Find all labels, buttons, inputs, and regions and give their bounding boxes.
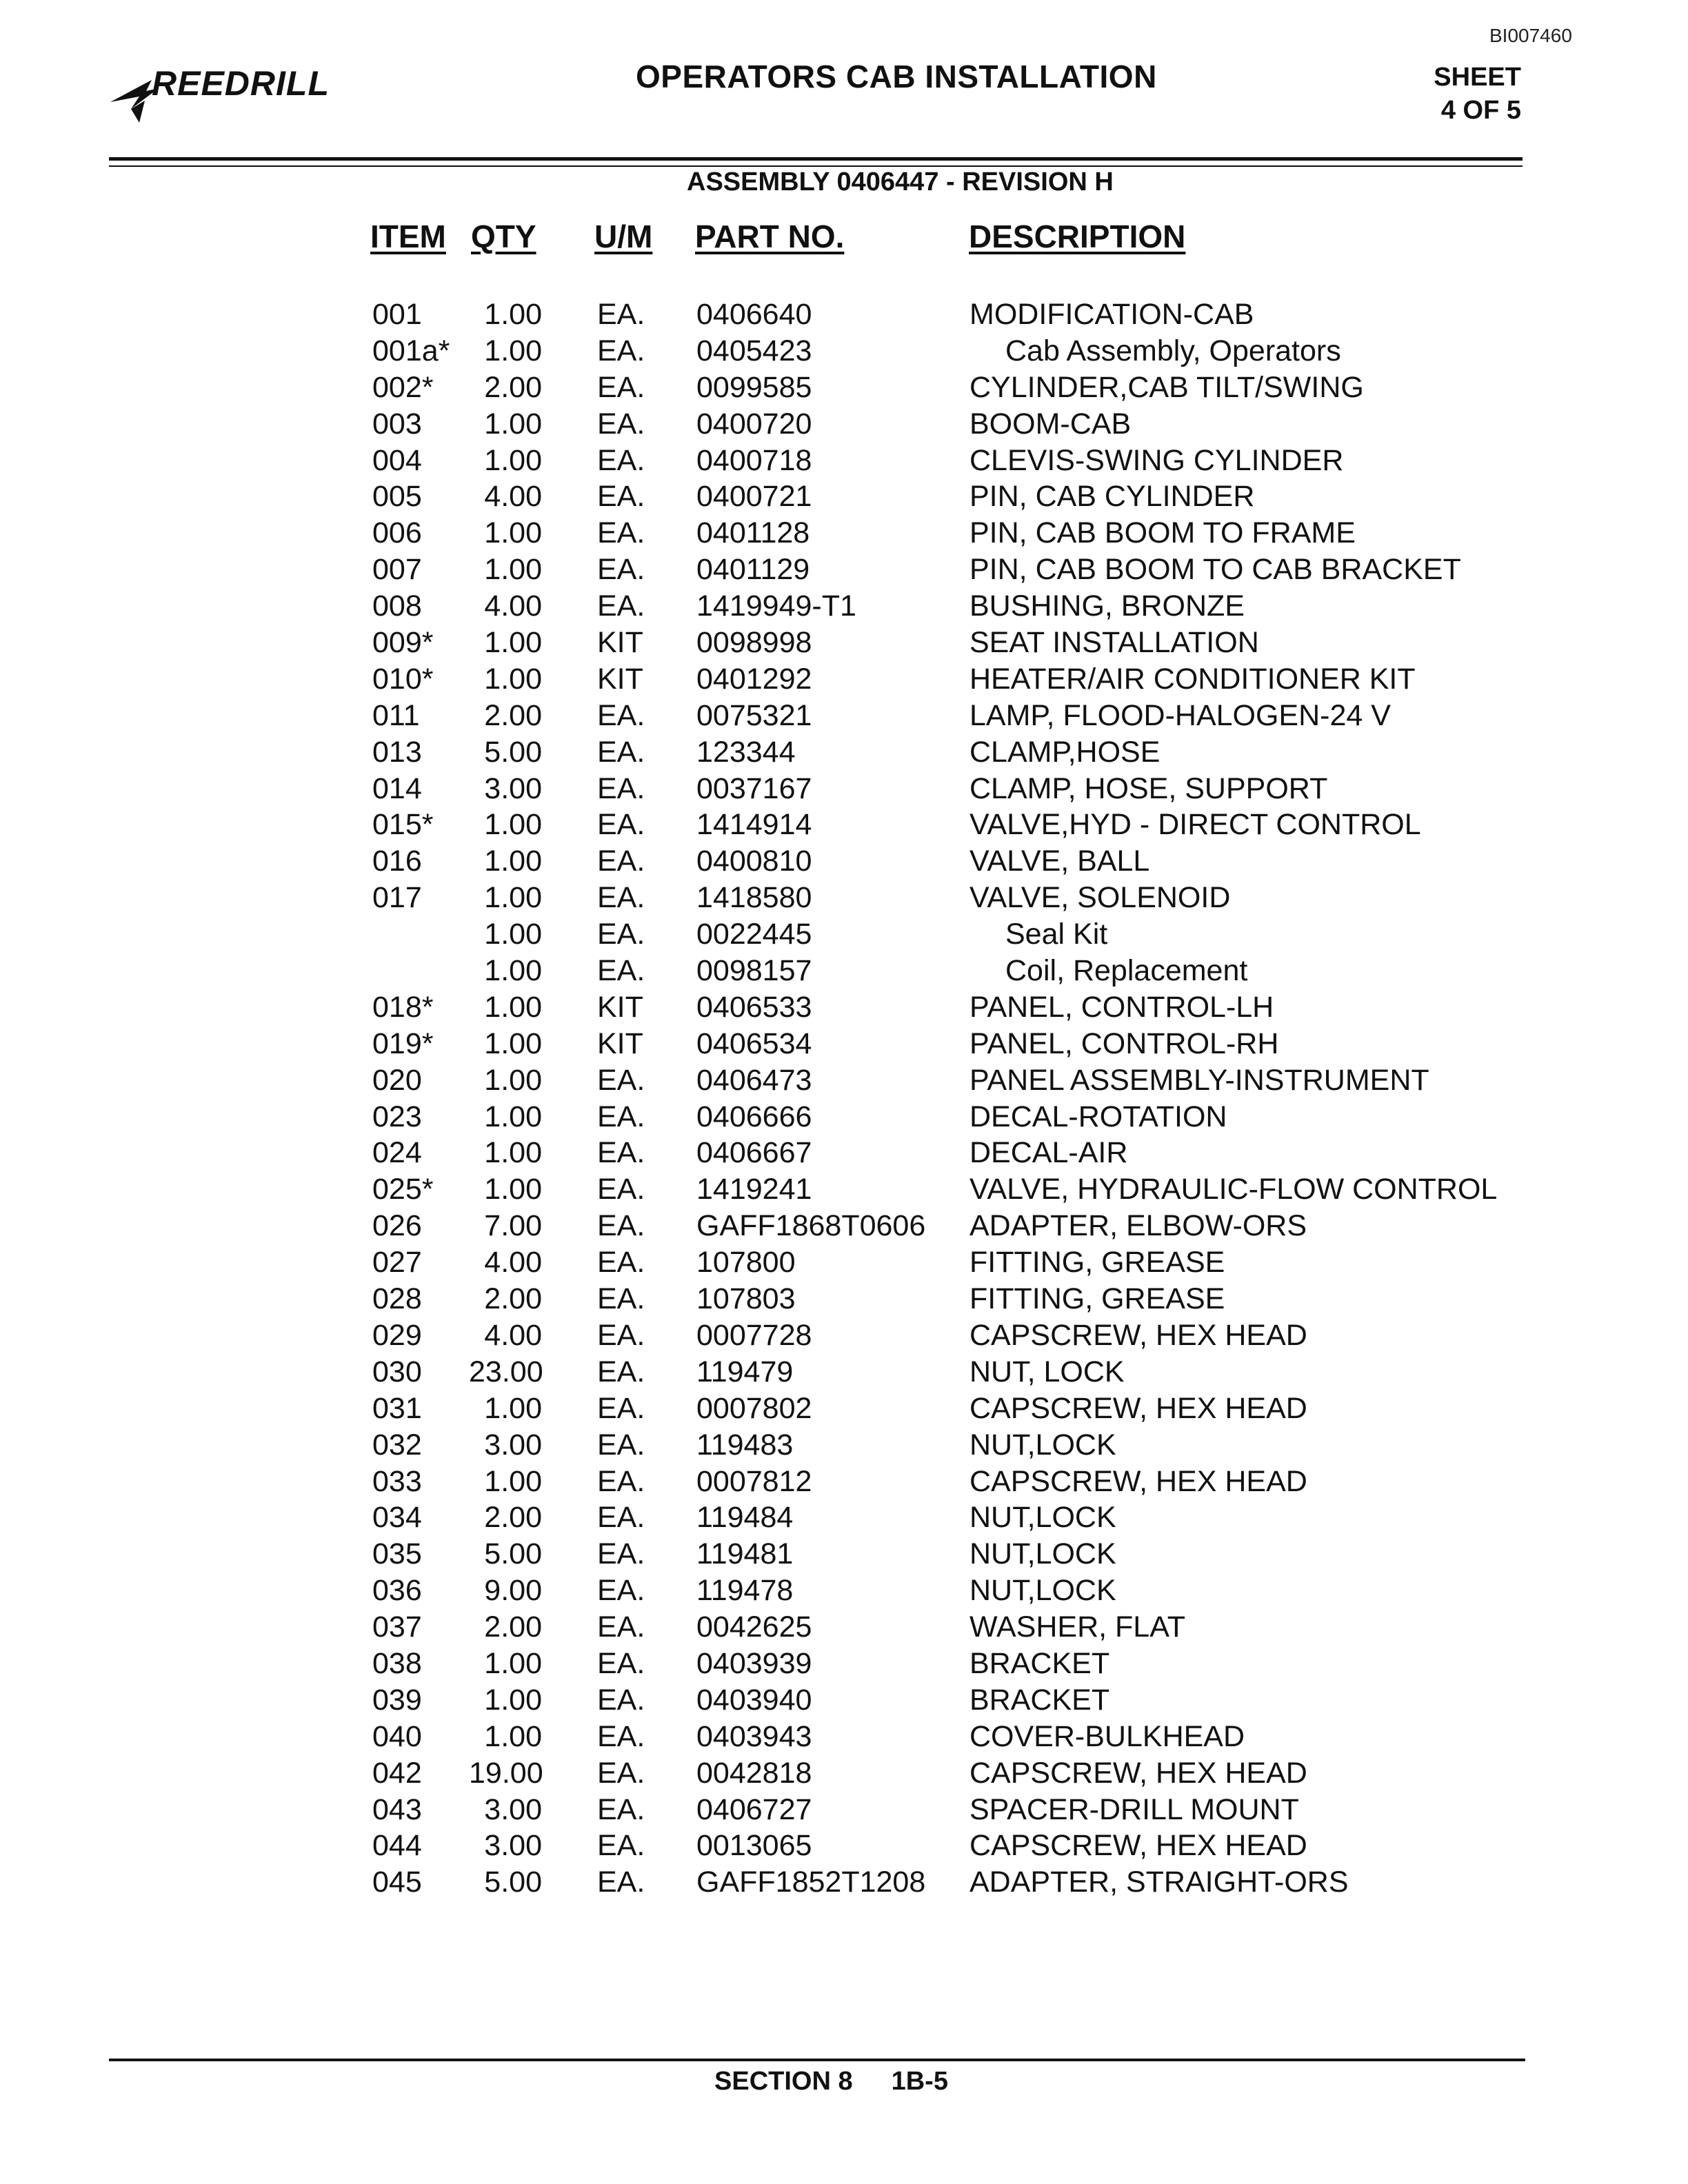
part-number: 0099585 — [696, 370, 812, 404]
table-row — [0, 1135, 1688, 1171]
unit-of-measure: EA. — [597, 516, 645, 550]
description: LAMP, FLOOD-HALOGEN-24 V — [969, 698, 1391, 732]
item-number: 029 — [372, 1318, 422, 1352]
table-row — [0, 1646, 1688, 1682]
quantity: 4.00 — [484, 589, 542, 623]
quantity: 1.00 — [484, 918, 542, 951]
description: PANEL, CONTROL-LH — [969, 990, 1274, 1024]
item-number: 003 — [372, 407, 422, 441]
quantity: 1.00 — [484, 1136, 542, 1170]
unit-of-measure: EA. — [597, 553, 645, 587]
description: CAPSCREW, HEX HEAD — [969, 1318, 1307, 1352]
description: CAPSCREW, HEX HEAD — [969, 1391, 1307, 1425]
item-number: 027 — [372, 1246, 422, 1280]
quantity: 2.00 — [484, 1501, 542, 1535]
item-number: 007 — [372, 553, 422, 587]
unit-of-measure: EA. — [597, 1136, 645, 1170]
unit-of-measure: EA. — [597, 370, 645, 404]
table-row — [0, 1427, 1688, 1464]
part-number: 0042625 — [696, 1610, 812, 1644]
part-number: GAFF1868T0606 — [696, 1209, 926, 1243]
quantity: 3.00 — [484, 1792, 542, 1826]
item-number: 006 — [372, 516, 422, 550]
quantity: 3.00 — [484, 771, 542, 805]
part-number: 0401292 — [696, 662, 812, 696]
quantity: 5.00 — [484, 1537, 542, 1571]
sheet-indicator — [1425, 61, 1521, 127]
unit-of-measure: EA. — [597, 881, 645, 915]
quantity: 1.00 — [484, 626, 542, 660]
quantity: 1.00 — [484, 443, 542, 477]
parts-table — [0, 296, 1688, 1901]
unit-of-measure: EA. — [597, 298, 645, 331]
part-number: 1418580 — [696, 881, 812, 915]
item-number: 004 — [372, 443, 422, 477]
table-row — [0, 1281, 1688, 1317]
part-number: 0406666 — [696, 1100, 812, 1133]
quantity: 1.00 — [484, 1719, 542, 1753]
table-row — [0, 1792, 1688, 1828]
unit-of-measure: EA. — [597, 1063, 645, 1097]
part-number: 119479 — [696, 1355, 794, 1388]
unit-of-measure: EA. — [597, 954, 645, 988]
header-rule — [109, 157, 1523, 161]
quantity: 3.00 — [484, 1428, 542, 1462]
quantity: 1.00 — [484, 954, 542, 988]
page-footer — [714, 2067, 948, 2096]
description: NUT,LOCK — [969, 1574, 1116, 1608]
unit-of-measure: EA. — [597, 1355, 645, 1388]
quantity: 5.00 — [484, 735, 542, 769]
table-row — [0, 1719, 1688, 1755]
description: ADAPTER, STRAIGHT-ORS — [969, 1866, 1349, 1899]
description: CAPSCREW, HEX HEAD — [969, 1756, 1307, 1790]
unit-of-measure: EA. — [597, 1209, 645, 1243]
item-number: 002* — [372, 370, 434, 404]
part-number: 0403940 — [696, 1683, 812, 1717]
column-header-qty: QTY — [471, 219, 536, 254]
description: BRACKET — [969, 1683, 1110, 1717]
description: Cab Assembly, Operators — [1005, 334, 1341, 367]
unit-of-measure: EA. — [597, 1719, 645, 1753]
sheet-value: 4 OF 5 — [1440, 96, 1521, 125]
unit-of-measure: EA. — [597, 1683, 645, 1717]
quantity: 1.00 — [484, 1100, 542, 1133]
table-row — [0, 443, 1688, 479]
description: VALVE, SOLENOID — [969, 881, 1231, 915]
table-row — [0, 552, 1688, 588]
item-number: 020 — [372, 1063, 422, 1097]
item-number: 026 — [372, 1209, 422, 1243]
unit-of-measure: EA. — [597, 334, 645, 367]
table-row — [0, 843, 1688, 880]
description: SEAT INSTALLATION — [969, 626, 1259, 660]
item-number: 018* — [372, 990, 434, 1024]
part-number: 0403939 — [696, 1646, 812, 1680]
unit-of-measure: EA. — [597, 1391, 645, 1425]
description: HEATER/AIR CONDITIONER KIT — [969, 662, 1416, 696]
unit-of-measure: EA. — [597, 1646, 645, 1680]
table-row — [0, 1755, 1688, 1792]
table-row — [0, 515, 1688, 552]
part-number: 0401128 — [696, 516, 810, 550]
quantity: 4.00 — [484, 480, 542, 514]
part-number: 0400721 — [696, 480, 812, 514]
unit-of-measure: EA. — [597, 1173, 645, 1206]
table-row — [0, 1536, 1688, 1573]
sheet-label: SHEET — [1434, 63, 1521, 92]
description: DECAL-AIR — [969, 1136, 1128, 1170]
quantity: 1.00 — [484, 1391, 542, 1425]
footer-rule — [109, 2059, 1525, 2061]
item-number: 019* — [372, 1027, 434, 1060]
unit-of-measure: EA. — [597, 443, 645, 477]
table-row — [0, 478, 1688, 515]
part-number: 0406727 — [696, 1792, 812, 1826]
description: PIN, CAB CYLINDER — [969, 480, 1255, 514]
quantity: 1.00 — [484, 1683, 542, 1717]
unit-of-measure: EA. — [597, 808, 645, 842]
column-header-um: U/M — [594, 219, 653, 254]
quantity: 1.00 — [484, 516, 542, 550]
part-number: 0400810 — [696, 845, 812, 878]
part-number: 0098157 — [696, 954, 812, 988]
unit-of-measure: EA. — [597, 771, 645, 805]
table-row — [0, 1573, 1688, 1609]
description: VALVE,HYD - DIRECT CONTROL — [969, 808, 1421, 842]
item-number: 001 — [372, 298, 422, 331]
item-number: 042 — [372, 1756, 422, 1790]
table-row — [0, 807, 1688, 843]
part-number: 0007802 — [696, 1391, 812, 1425]
footer-page-number: 1B-5 — [891, 2067, 948, 2096]
part-number: 119481 — [696, 1537, 794, 1571]
item-number: 023 — [372, 1100, 422, 1133]
footer-section: SECTION 8 — [714, 2067, 853, 2096]
unit-of-measure: EA. — [597, 589, 645, 623]
unit-of-measure: EA. — [597, 1318, 645, 1352]
unit-of-measure: EA. — [597, 698, 645, 732]
unit-of-measure: KIT — [597, 1027, 643, 1060]
description: DECAL-ROTATION — [969, 1100, 1227, 1133]
part-number: 107803 — [696, 1282, 796, 1316]
part-number: 0406534 — [696, 1027, 812, 1060]
item-number: 025* — [372, 1173, 434, 1206]
part-number: 119478 — [696, 1574, 794, 1608]
table-row — [0, 1354, 1688, 1391]
table-row — [0, 1062, 1688, 1099]
quantity: 23.00 — [469, 1355, 543, 1388]
item-number: 036 — [372, 1574, 422, 1608]
table-row — [0, 1828, 1688, 1864]
table-row — [0, 1391, 1688, 1427]
table-row — [0, 625, 1688, 661]
part-number: 1419949-T1 — [696, 589, 856, 623]
unit-of-measure: EA. — [597, 1282, 645, 1316]
item-number: 013 — [372, 735, 422, 769]
document-id: BI007460 — [1489, 25, 1572, 46]
part-number: 0075321 — [696, 698, 812, 732]
part-number: 0400720 — [696, 407, 812, 441]
quantity: 1.00 — [484, 1646, 542, 1680]
table-row — [0, 916, 1688, 953]
unit-of-measure: EA. — [597, 1574, 645, 1608]
description: MODIFICATION-CAB — [969, 298, 1254, 331]
item-number: 011 — [372, 698, 420, 732]
description: VALVE, BALL — [969, 845, 1150, 878]
unit-of-measure: EA. — [597, 1100, 645, 1133]
unit-of-measure: EA. — [597, 1464, 645, 1498]
quantity: 1.00 — [484, 881, 542, 915]
part-number: 0042818 — [696, 1756, 812, 1790]
quantity: 1.00 — [484, 298, 542, 331]
header-rule-thin — [109, 165, 1523, 167]
description: FITTING, GREASE — [969, 1282, 1225, 1316]
description: FITTING, GREASE — [969, 1246, 1225, 1280]
part-number: 0405423 — [696, 334, 812, 367]
item-number: 009* — [372, 626, 434, 660]
unit-of-measure: EA. — [597, 480, 645, 514]
description: BOOM-CAB — [969, 407, 1132, 441]
item-number: 014 — [372, 771, 422, 805]
part-number: 0403943 — [696, 1719, 812, 1753]
part-number: 0400718 — [696, 443, 812, 477]
table-row — [0, 333, 1688, 370]
table-row — [0, 1171, 1688, 1208]
description: PIN, CAB BOOM TO CAB BRACKET — [969, 553, 1461, 587]
quantity: 3.00 — [484, 1829, 542, 1863]
table-row — [0, 1026, 1688, 1062]
table-row — [0, 1682, 1688, 1719]
part-number: GAFF1852T1208 — [696, 1866, 926, 1899]
item-number: 028 — [372, 1282, 422, 1316]
unit-of-measure: KIT — [597, 662, 643, 696]
description: NUT,LOCK — [969, 1537, 1116, 1571]
item-number: 010* — [372, 662, 434, 696]
quantity: 1.00 — [484, 1063, 542, 1097]
item-number: 035 — [372, 1537, 422, 1571]
description: CLAMP,HOSE — [969, 735, 1160, 769]
description: BRACKET — [969, 1646, 1110, 1680]
item-number: 045 — [372, 1866, 422, 1899]
column-header-description: DESCRIPTION — [969, 219, 1186, 254]
item-number: 015* — [372, 808, 434, 842]
part-number: 0406667 — [696, 1136, 812, 1170]
quantity: 1.00 — [484, 1027, 542, 1060]
table-row — [0, 771, 1688, 807]
table-row — [0, 1499, 1688, 1536]
table-row — [0, 296, 1688, 333]
part-number: 119484 — [696, 1501, 794, 1535]
table-row — [0, 734, 1688, 771]
part-number: 119483 — [696, 1428, 794, 1462]
quantity: 4.00 — [484, 1318, 542, 1352]
description: VALVE, HYDRAULIC-FLOW CONTROL — [969, 1173, 1498, 1206]
quantity: 1.00 — [484, 1173, 542, 1206]
part-number: 107800 — [696, 1246, 796, 1280]
unit-of-measure: EA. — [597, 1428, 645, 1462]
quantity: 2.00 — [484, 698, 542, 732]
table-row — [0, 989, 1688, 1026]
quantity: 1.00 — [484, 407, 542, 441]
table-row — [0, 1099, 1688, 1135]
description: PANEL, CONTROL-RH — [969, 1027, 1279, 1060]
item-number: 040 — [372, 1719, 422, 1753]
quantity: 1.00 — [484, 808, 542, 842]
item-number: 033 — [372, 1464, 422, 1498]
description: SPACER-DRILL MOUNT — [969, 1792, 1299, 1826]
unit-of-measure: EA. — [597, 735, 645, 769]
part-number: 0022445 — [696, 918, 812, 951]
assembly-revision: ASSEMBLY 0406447 - REVISION H — [687, 168, 1114, 196]
unit-of-measure: EA. — [597, 845, 645, 878]
description: CLAMP, HOSE, SUPPORT — [969, 771, 1328, 805]
unit-of-measure: EA. — [597, 1246, 645, 1280]
page-title: OPERATORS CAB INSTALLATION — [636, 59, 1157, 94]
quantity: 1.00 — [484, 662, 542, 696]
part-number: 0406640 — [696, 298, 812, 331]
table-row — [0, 1244, 1688, 1281]
item-number: 001a* — [372, 334, 450, 367]
quantity: 9.00 — [484, 1574, 542, 1608]
quantity: 1.00 — [484, 553, 542, 587]
part-number: 1414914 — [696, 808, 812, 842]
item-number: 024 — [372, 1136, 422, 1170]
item-number: 017 — [372, 881, 422, 915]
table-row — [0, 953, 1688, 989]
description: Seal Kit — [1005, 918, 1108, 951]
unit-of-measure: EA. — [597, 1610, 645, 1644]
description: BUSHING, BRONZE — [969, 589, 1245, 623]
part-number: 0098998 — [696, 626, 812, 660]
item-number: 037 — [372, 1610, 422, 1644]
quantity: 19.00 — [469, 1756, 543, 1790]
quantity: 1.00 — [484, 1464, 542, 1498]
item-number: 030 — [372, 1355, 422, 1388]
part-number: 0007728 — [696, 1318, 812, 1352]
part-number: 0037167 — [696, 771, 812, 805]
part-number: 123344 — [696, 735, 796, 769]
unit-of-measure: KIT — [597, 990, 643, 1024]
item-number: 008 — [372, 589, 422, 623]
unit-of-measure: EA. — [597, 1501, 645, 1535]
table-row — [0, 1317, 1688, 1354]
description: PIN, CAB BOOM TO FRAME — [969, 516, 1356, 550]
table-row — [0, 1609, 1688, 1646]
unit-of-measure: EA. — [597, 1756, 645, 1790]
column-header-item: ITEM — [370, 219, 446, 254]
item-number: 034 — [372, 1501, 422, 1535]
part-number: 0406533 — [696, 990, 812, 1024]
table-row — [0, 1208, 1688, 1244]
description: NUT,LOCK — [969, 1501, 1116, 1535]
item-number: 039 — [372, 1683, 422, 1717]
unit-of-measure: EA. — [597, 1792, 645, 1826]
item-number: 038 — [372, 1646, 422, 1680]
quantity: 1.00 — [484, 334, 542, 367]
unit-of-measure: KIT — [597, 626, 643, 660]
description: CAPSCREW, HEX HEAD — [969, 1464, 1307, 1498]
part-number: 1419241 — [696, 1173, 812, 1206]
table-row — [0, 698, 1688, 734]
quantity: 2.00 — [484, 1610, 542, 1644]
table-row — [0, 1464, 1688, 1500]
table-row — [0, 661, 1688, 698]
description: COVER-BULKHEAD — [969, 1719, 1245, 1753]
item-number: 031 — [372, 1391, 422, 1425]
item-number: 005 — [372, 480, 422, 514]
description: CAPSCREW, HEX HEAD — [969, 1829, 1307, 1863]
column-header-part-no: PART NO. — [695, 219, 845, 254]
unit-of-measure: EA. — [597, 1829, 645, 1863]
quantity: 2.00 — [484, 370, 542, 404]
unit-of-measure: EA. — [597, 407, 645, 441]
part-number: 0007812 — [696, 1464, 812, 1498]
description: NUT,LOCK — [969, 1428, 1116, 1462]
quantity: 1.00 — [484, 845, 542, 878]
brand-logo-text: REEDRILL — [152, 64, 330, 103]
description: NUT, LOCK — [969, 1355, 1125, 1388]
part-number: 0406473 — [696, 1063, 812, 1097]
table-row — [0, 588, 1688, 625]
item-number: 032 — [372, 1428, 422, 1462]
unit-of-measure: EA. — [597, 918, 645, 951]
item-number: 016 — [372, 845, 422, 878]
quantity: 5.00 — [484, 1866, 542, 1899]
description: ADAPTER, ELBOW-ORS — [969, 1209, 1307, 1243]
part-number: 0401129 — [696, 553, 810, 587]
unit-of-measure: EA. — [597, 1537, 645, 1571]
description: WASHER, FLAT — [969, 1610, 1185, 1644]
quantity: 2.00 — [484, 1282, 542, 1316]
table-row — [0, 880, 1688, 916]
table-row — [0, 1864, 1688, 1901]
part-number: 0013065 — [696, 1829, 812, 1863]
quantity: 7.00 — [484, 1209, 542, 1243]
unit-of-measure: EA. — [597, 1866, 645, 1899]
item-number: 043 — [372, 1792, 422, 1826]
description: CLEVIS-SWING CYLINDER — [969, 443, 1344, 477]
description: PANEL ASSEMBLY-INSTRUMENT — [969, 1063, 1429, 1097]
description: Coil, Replacement — [1005, 954, 1248, 988]
quantity: 1.00 — [484, 990, 542, 1024]
description: CYLINDER,CAB TILT/SWING — [969, 370, 1364, 404]
item-number: 044 — [372, 1829, 422, 1863]
table-row — [0, 406, 1688, 443]
quantity: 4.00 — [484, 1246, 542, 1280]
table-row — [0, 370, 1688, 406]
